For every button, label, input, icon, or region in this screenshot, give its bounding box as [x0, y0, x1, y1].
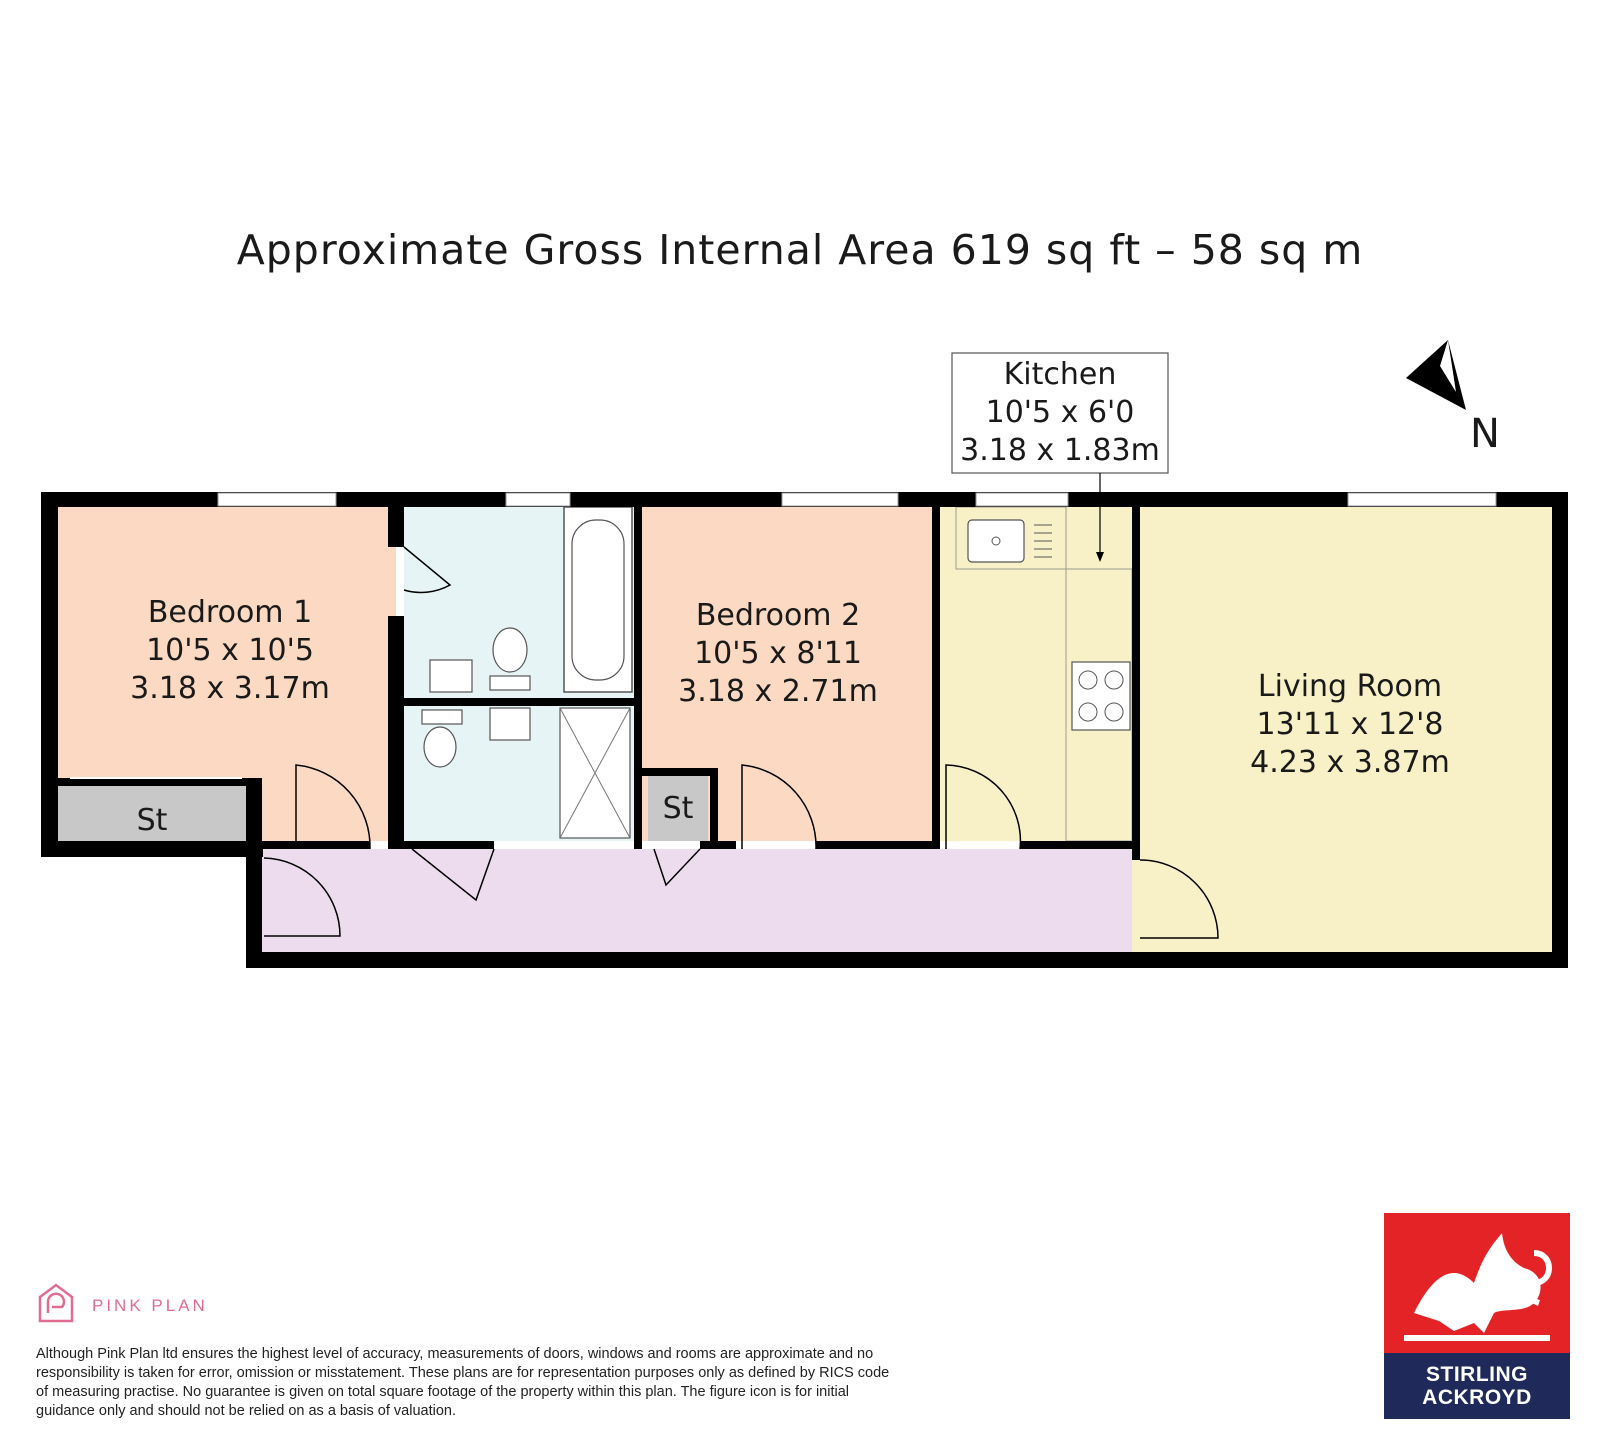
bedroom2-imperial: 10'5 x 8'11 [694, 636, 862, 671]
griffin-icon [1384, 1213, 1570, 1353]
bedroom2-name: Bedroom 2 [695, 598, 861, 633]
kitchen-imperial: 10'5 x 6'0 [985, 395, 1135, 430]
living-room-metric: 4.23 x 3.87m [1250, 745, 1450, 780]
compass-label: N [1470, 411, 1500, 457]
agent-logo-line2: ACKROYD [1422, 1386, 1532, 1409]
kitchen-sink [968, 520, 1024, 562]
living-room-imperial: 13'11 x 12'8 [1256, 707, 1444, 742]
store2-label: St [662, 791, 694, 826]
hob [1072, 662, 1130, 730]
ensuite-basin [490, 708, 530, 740]
agent-logo [1384, 1213, 1570, 1419]
brand-name: PINK PLAN [92, 1296, 208, 1315]
bedroom1-metric: 3.18 x 3.17m [130, 671, 330, 706]
bedroom2-metric: 3.18 x 2.71m [678, 674, 878, 709]
pink-plan-logo-icon [36, 1283, 80, 1323]
bedroom1-name: Bedroom 1 [147, 595, 313, 630]
store1-label: St [136, 803, 168, 838]
agent-logo-line1: STIRLING [1426, 1363, 1528, 1386]
living-room-name: Living Room [1257, 669, 1443, 704]
kitchen-name: Kitchen [1003, 357, 1117, 392]
bath-basin [430, 660, 472, 692]
agent-logo-wordmark [1384, 1353, 1570, 1419]
disclaimer-text: Although Pink Plan ltd ensures the highest level of accuracy, measurements of doors, windows and rooms are approximate and no responsibility is taken for error, omission or misstatement. These plans are for representation purposes only as defined by RICS code of measuring practise. No guarantee is given on total square footage of the property within this plan. The figure icon is for initial guidance only and should not be relied on as a basis of valuation. [36, 1346, 890, 1419]
bath-toilet [493, 628, 527, 672]
bedroom1-imperial: 10'5 x 10'5 [146, 633, 314, 668]
page-title: Approximate Gross Internal Area 619 sq ft – 58 sq m [236, 226, 1364, 274]
agent-logo-emblem [1384, 1213, 1570, 1353]
north-arrow-icon [1406, 340, 1466, 410]
ensuite-toilet [424, 727, 456, 767]
kitchen-metric: 3.18 x 1.83m [960, 433, 1160, 468]
hallway-floor [262, 849, 1132, 952]
